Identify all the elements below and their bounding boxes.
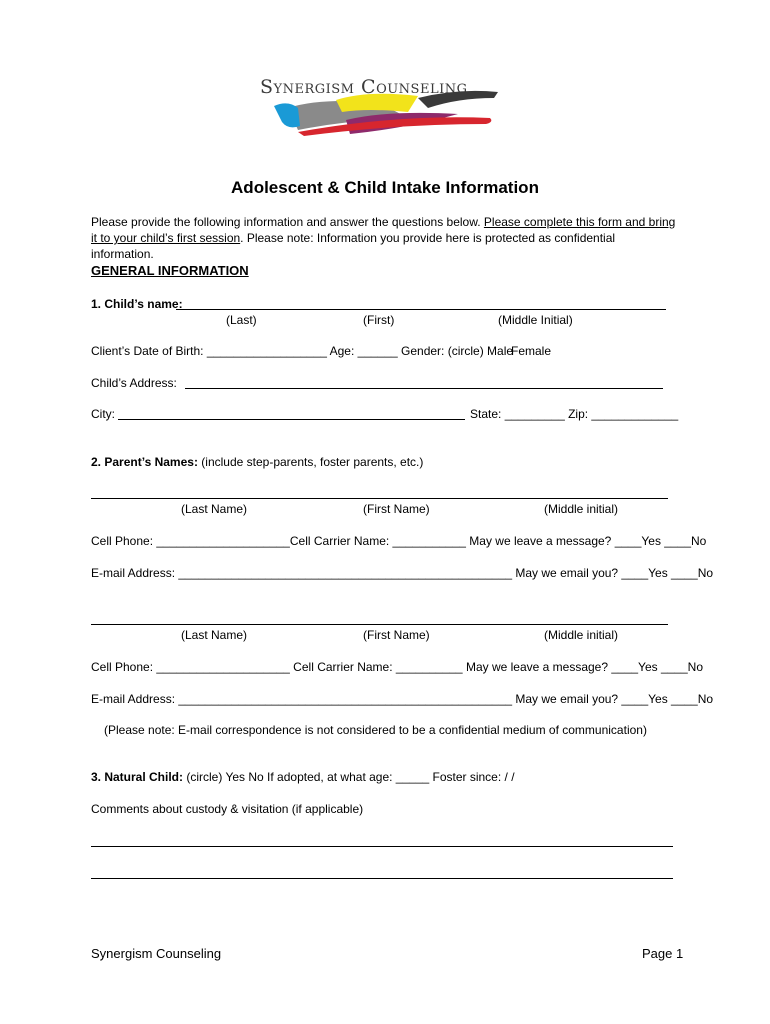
parent2-email-row[interactable]: E-mail Address: __________________________________________________ May we email you? ____Yes ____No bbox=[91, 692, 714, 706]
footer-page-number: Page 1 bbox=[642, 946, 684, 961]
section-heading: GENERAL INFORMATION bbox=[91, 263, 249, 278]
intro-paragraph bbox=[91, 214, 681, 262]
child-last-sublabel: (Last) bbox=[226, 313, 257, 327]
page-title: Adolescent & Child Intake Information bbox=[231, 178, 539, 197]
parent1-middle-sublabel: (Middle initial) bbox=[544, 502, 619, 516]
dob-age-gender-row[interactable]: Client’s Date of Birth: __________________ Age: ______ Gender: (circle) Male bbox=[91, 344, 514, 358]
parents-label: 2. Parent’s Names: bbox=[91, 455, 202, 469]
parent1-last-sublabel: (Last Name) bbox=[181, 502, 248, 516]
child-name-label: 1. Child’s name: bbox=[91, 297, 183, 311]
parent1-name-field[interactable] bbox=[91, 498, 668, 499]
parents-note: (include step-parents, foster parents, etc.) bbox=[201, 455, 424, 469]
synergism-logo bbox=[258, 78, 510, 138]
intro-text-2: . Please note: Information you provide here is protected as confidential information. bbox=[91, 231, 616, 261]
parent1-cell-row[interactable]: Cell Phone: ____________________Cell Carrier Name: ___________ May we leave a message? ____Yes ____No bbox=[91, 534, 707, 548]
natural-child-label: 3. Natural Child: bbox=[91, 770, 187, 784]
natural-child-row[interactable] bbox=[91, 770, 515, 784]
comments-label: Comments about custody & visitation (if applicable) bbox=[91, 802, 364, 816]
footer-org: Synergism Counseling bbox=[91, 946, 222, 961]
logo-text: Synergism Counseling bbox=[260, 76, 468, 98]
comments-line-2[interactable] bbox=[91, 878, 673, 879]
address-label: Child’s Address: bbox=[91, 376, 177, 390]
address-field[interactable] bbox=[185, 388, 663, 389]
city-label: City: bbox=[91, 407, 115, 421]
state-zip-row[interactable]: State: _________ Zip: _____________ bbox=[470, 407, 679, 421]
intro-underlined: Please complete this form and bring it to your child’s first session bbox=[91, 215, 676, 245]
child-first-sublabel: (First) bbox=[363, 313, 395, 327]
gender-female-option[interactable]: Female bbox=[511, 344, 552, 358]
parent2-name-field[interactable] bbox=[91, 624, 668, 625]
parent2-last-sublabel: (Last Name) bbox=[181, 628, 248, 642]
parent2-cell-row[interactable]: Cell Phone: ____________________ Cell Carrier Name: __________ May we leave a message? ____Yes ____No bbox=[91, 660, 703, 674]
child-name-field[interactable] bbox=[176, 309, 666, 310]
parents-heading bbox=[91, 455, 423, 469]
parent1-first-sublabel: (First Name) bbox=[363, 502, 430, 516]
parent1-email-row[interactable]: E-mail Address: __________________________________________________ May we email you? ____Yes ____No bbox=[91, 566, 714, 580]
child-middle-sublabel: (Middle Initial) bbox=[498, 313, 573, 327]
city-field[interactable] bbox=[118, 419, 465, 420]
email-confidentiality-note: (Please note: E-mail correspondence is not considered to be a confidential medium of communication) bbox=[104, 723, 647, 737]
intro-text-1: Please provide the following information and answer the questions below. bbox=[91, 215, 484, 229]
parent2-first-sublabel: (First Name) bbox=[363, 628, 430, 642]
natural-child-options[interactable]: (circle) Yes No If adopted, at what age: _____ Foster since: / / bbox=[186, 770, 515, 784]
comments-line-1[interactable] bbox=[91, 846, 673, 847]
parent2-middle-sublabel: (Middle initial) bbox=[544, 628, 619, 642]
